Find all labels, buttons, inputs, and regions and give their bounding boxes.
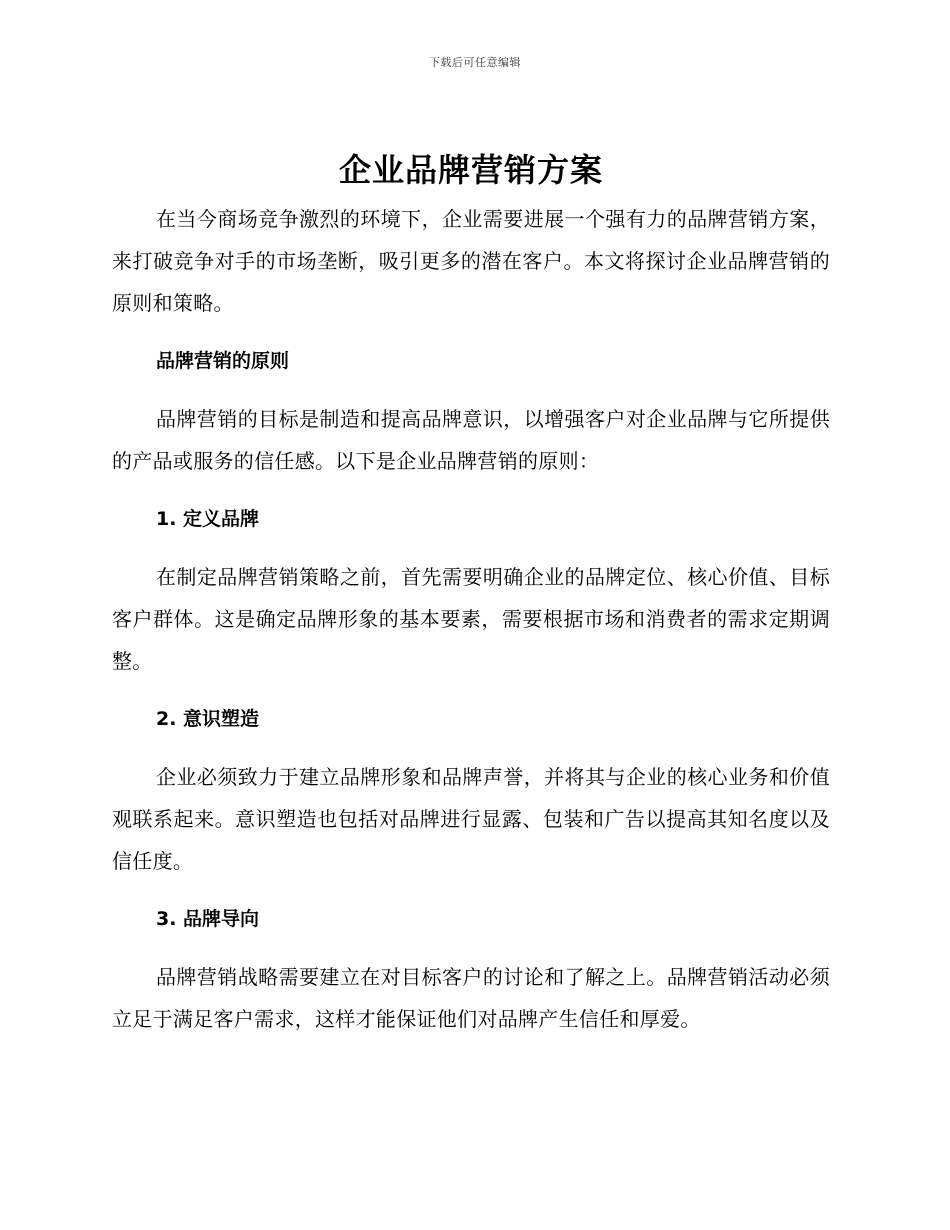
item-body-define-brand: 在制定品牌营销策略之前，首先需要明确企业的品牌定位、核心价值、目标客户群体。这是确定品牌形象的基本要素，需要根据市场和消费者的需求定期调整。 — [112, 565, 830, 673]
document-title: 企业品牌营销方案 — [338, 151, 603, 189]
item-heading-define-brand: 1. 定义品牌 — [156, 508, 260, 530]
item-heading-awareness: 2. 意识塑造 — [156, 708, 260, 730]
principles-intro-paragraph: 品牌营销的目标是制造和提高品牌意识，以增强客户对企业品牌与它所提供的产品或服务的信任感。以下是企业品牌营销的原则： — [112, 407, 830, 473]
document-body — [112, 148, 830, 1040]
section-heading-principles: 品牌营销的原则 — [156, 350, 290, 372]
header-note: 下载后可任意编辑 — [429, 56, 521, 69]
item-body-awareness: 企业必须致力于建立品牌形象和品牌声誉，并将其与企业的核心业务和价值观联系起来。意识塑造也包括对品牌进行显露、包装和广告以提高其知名度以及信任度。 — [112, 765, 830, 873]
item-heading-orientation: 3. 品牌导向 — [156, 908, 260, 930]
item-body-orientation: 品牌营销战略需要建立在对目标客户的讨论和了解之上。品牌营销活动必须立足于满足客户需求，这样才能保证他们对品牌产生信任和厚爱。 — [112, 965, 830, 1031]
intro-paragraph: 在当今商场竞争激烈的环境下，企业需要进展一个强有力的品牌营销方案，来打破竞争对手的市场垄断，吸引更多的潜在客户。本文将探讨企业品牌营销的原则和策略。 — [112, 207, 830, 315]
